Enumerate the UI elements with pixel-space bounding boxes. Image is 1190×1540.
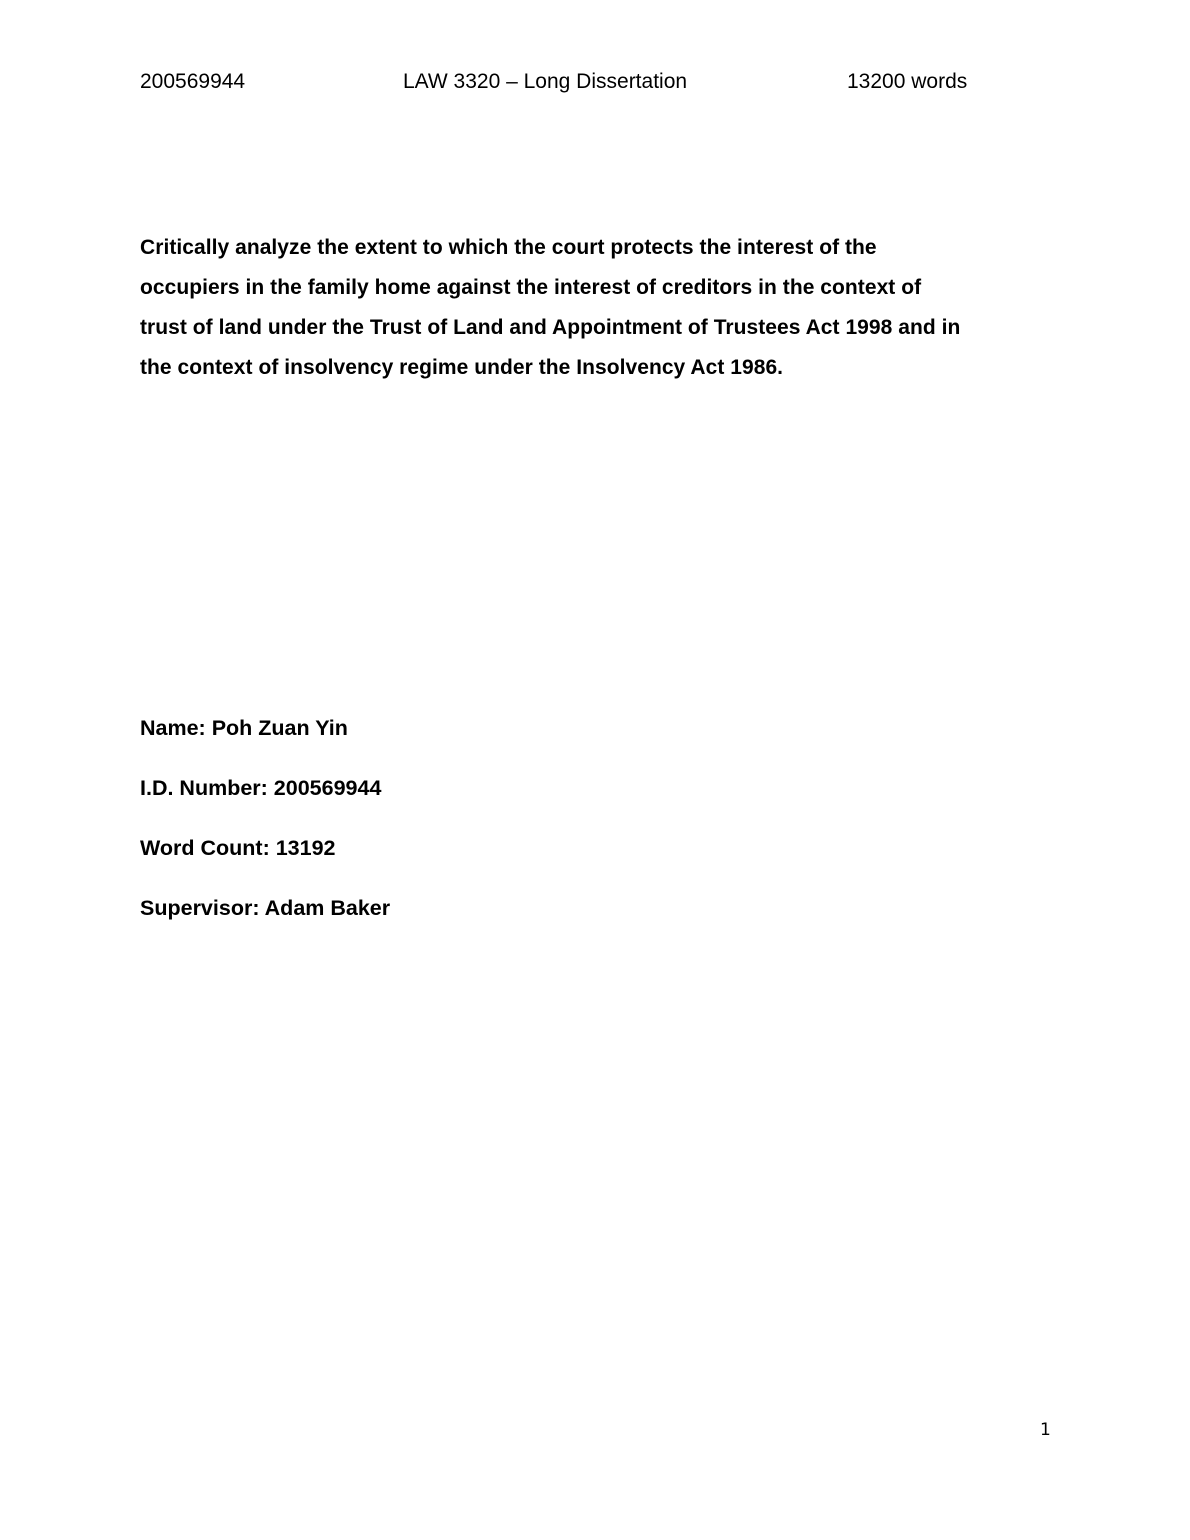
header-course: LAW 3320 – Long Dissertation <box>403 70 688 93</box>
title-line: trust of land under the Trust of Land and Appointment of Trustees Act 1998 and in <box>140 316 961 339</box>
supervisor: Supervisor: Adam Baker <box>140 896 391 920</box>
student-info <box>140 708 390 948</box>
header-student-id: 200569944 <box>140 70 246 93</box>
word-count: Word Count: 13192 <box>140 836 336 860</box>
title-line: the context of insolvency regime under the Insolvency Act 1986. <box>140 356 784 379</box>
page-header <box>140 70 1040 100</box>
title-line: occupiers in the family home against the interest of creditors in the context of <box>140 276 922 299</box>
page-number: 1 <box>1040 1420 1051 1440</box>
header-word-limit: 13200 words <box>847 70 968 93</box>
title-line: Critically analyze the extent to which the court protects the interest of the <box>140 236 877 259</box>
student-name: Name: Poh Zuan Yin <box>140 716 348 740</box>
student-id-number: I.D. Number: 200569944 <box>140 776 382 800</box>
dissertation-title <box>140 228 1070 388</box>
